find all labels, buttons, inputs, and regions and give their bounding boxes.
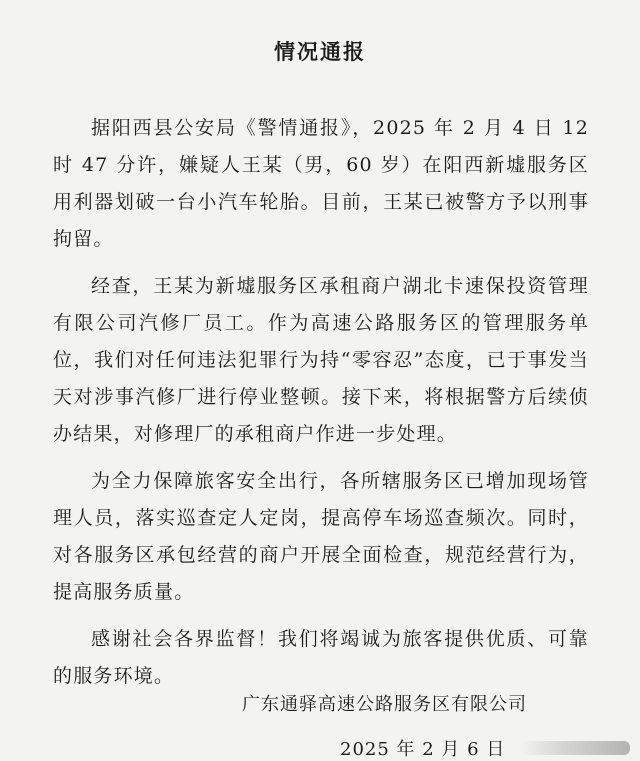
paragraph-safety-measures: 为全力保障旅客安全出行，各所辖服务区已增加现场管理人员，落实巡查定人定岗，提高停车场巡查频次。同时，对各服务区承包经营的商户开展全面检查，规范经营行为，提高服务质量。	[53, 470, 589, 603]
signature-organization-text: 广东通驿高速公路服务区有限公司	[242, 694, 527, 715]
paragraph-police-report: 据阳西县公安局《警情通报》，2025 年 2 月 4 日 12 时 47 分许，嫌疑人王某（男，60 岁）在阳西新墟服务区用利器划破一台小汽车轮胎。目前，王某已被警方予以刑事拘留。	[53, 117, 589, 250]
scan-smudge	[520, 741, 630, 755]
paragraph-investigation: 经查，王某为新墟服务区承租商户湖北卡速保投资管理有限公司汽修厂员工。作为高速公路服务区的管理服务单位，我们对任何违法犯罪行为持“零容忍”态度，已于事发当天对涉事汽修厂进行停业整顿。接下来，将根据警方后续侦办结果，对修理厂的承租商户作进一步处理。	[53, 275, 589, 445]
document-body	[53, 110, 589, 705]
signature-date-text: 2025 年 2 月 6 日	[340, 739, 506, 760]
document-title: 情况通报	[274, 39, 366, 64]
paragraph-thanks: 感谢社会各界监督！我们将竭诚为旅客提供优质、可靠的服务环境。	[53, 628, 589, 687]
